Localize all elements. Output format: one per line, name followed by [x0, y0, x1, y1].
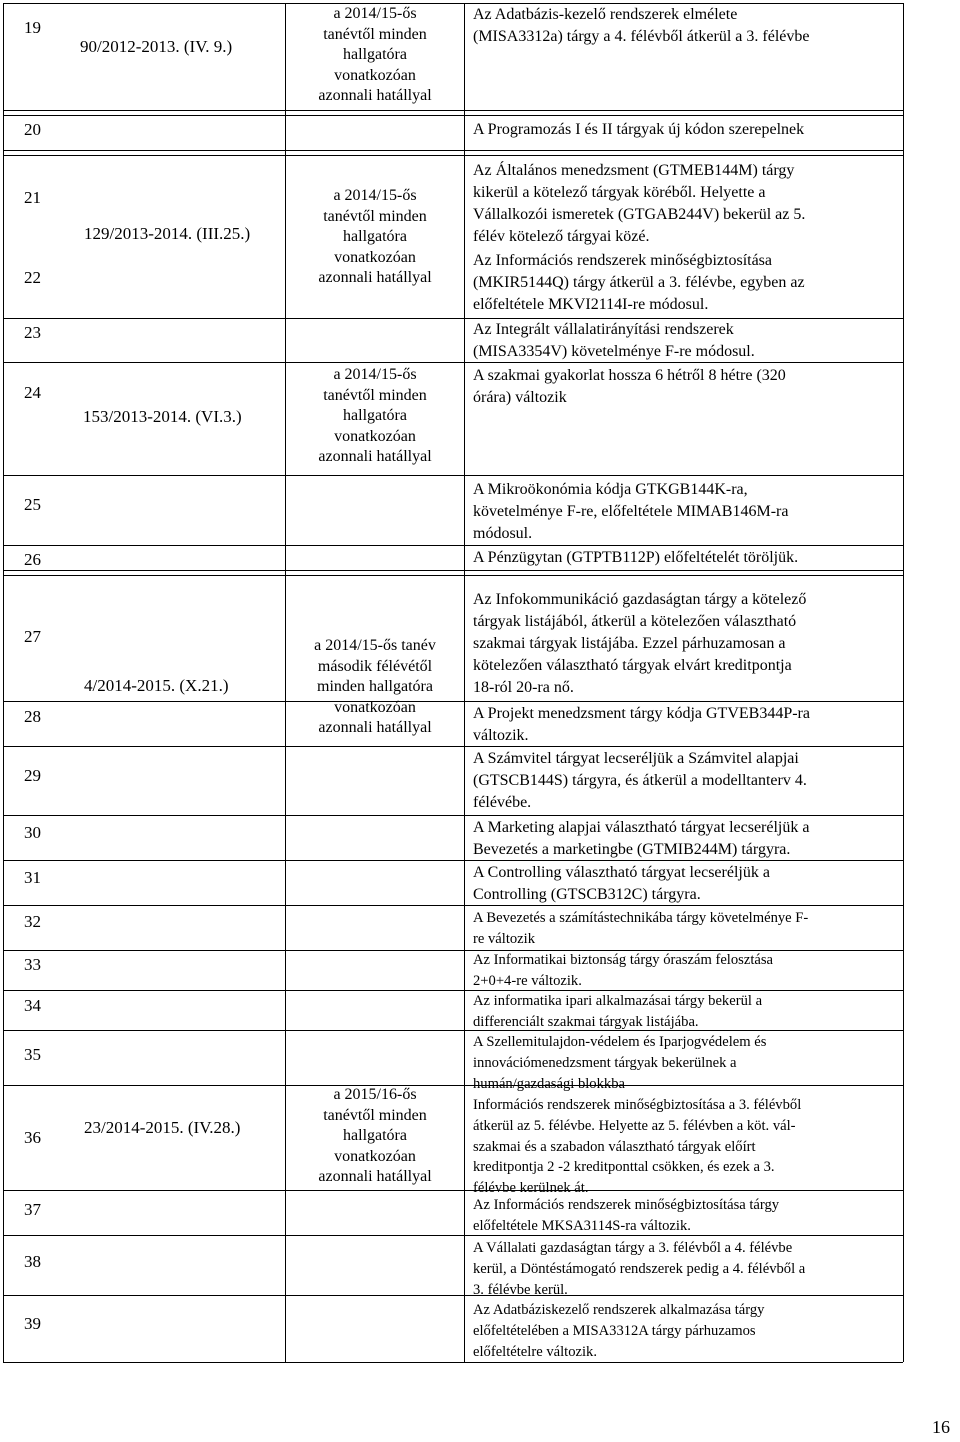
- change-description: A Controlling választható tárgyat lecseréljük a Controlling (GTSCB312C) tárgyra.: [473, 864, 770, 903]
- row-number: 31: [24, 868, 41, 887]
- row-number: 27: [24, 627, 41, 646]
- change-description: A Szellemitulajdon-védelem és Iparjogvédelem és innovációmenedzsment tárgyak bekerülnek a humán/gazdasági blokkba: [473, 1034, 767, 1092]
- row-number: 19: [24, 18, 41, 37]
- applicability-note: a 2015/16-ős tanévtől minden hallgatóra vonatkozóan azonnali hatállyal: [318, 1086, 432, 1185]
- change-description: Az Informatikai biztonság tárgy óraszám felosztása 2+0+4-re változik.: [473, 952, 774, 989]
- row-number: 39: [24, 1314, 41, 1333]
- change-description: A Pénzügytan (GTPTB112P) előfeltételét töröljük.: [473, 549, 799, 566]
- change-description: Az informatika ipari alkalmazásai tárgy bekerül a differenciált szakmai tárgyak listájába.: [473, 993, 763, 1030]
- change-description: Információs rendszerek minőségbiztosítása a 3. félévből átkerül az 5. félévbe. Helyette az 5. félévben a köt. vál- szakmai és a szabadon választható tárgyak előírt kreditpontja 2 -2 kreditponttal csökken, és ezek a 3. félévbe kerülnek át.: [473, 1097, 802, 1197]
- change-description: A Projekt menedzsment tárgy kódja GTVEB344P-ra változik.: [473, 705, 810, 744]
- change-description: Az Információs rendszerek minőségbiztosítása (MKIR5144Q) tárgy átkerül a 3. félévbe, egyben az előfeltétele MKVI2114I-re módosul.: [473, 252, 805, 313]
- applicability-note: a 2014/15-ős tanévtől minden hallgatóra vonatkozóan azonnali hatállyal: [318, 5, 432, 104]
- change-description: Az Adatbázis-kezelő rendszerek elmélete (MISA3312a) tárgy a 4. félévből átkerül a 3. félévbe: [473, 6, 810, 45]
- row-number: 38: [24, 1252, 41, 1271]
- row-number: 37: [24, 1200, 41, 1219]
- decision-date: 23/2014-2015. (IV.28.): [84, 1118, 241, 1137]
- change-description: A szakmai gyakorlat hossza 6 hétről 8 hétre (320 órára) változik: [473, 367, 786, 406]
- change-description: A Bevezetés a számítástechnikába tárgy követelménye F- re változik: [473, 910, 809, 947]
- row-number: 30: [24, 823, 41, 842]
- row-number: 21: [24, 188, 41, 207]
- decision-date: 129/2013-2014. (III.25.): [84, 224, 251, 243]
- decision-date: 4/2014-2015. (X.21.): [84, 676, 229, 695]
- row-number: 35: [24, 1045, 41, 1064]
- row-number: 36: [24, 1128, 41, 1147]
- row-number: 32: [24, 912, 41, 931]
- decision-date: 153/2013-2014. (VI.3.): [83, 407, 242, 426]
- row-number: 26: [24, 550, 41, 569]
- change-description: A Számvitel tárgyat lecseréljük a Számvitel alapjai (GTSCB144S) tárgyra, és átkerül a modelltanterv 4. félévébe.: [473, 750, 807, 811]
- change-description: A Vállalati gazdaságtan tárgy a 3. félévből a 4. félévbe kerül, a Döntéstámogató rendszerek pedig a 4. félévből a 3. félévbe kerül.: [473, 1240, 806, 1298]
- row-number: 28: [24, 707, 41, 726]
- change-description: Az Integrált vállalatirányítási rendszerek (MISA3354V) követelménye F-re módosul.: [473, 321, 755, 360]
- applicability-note: a 2014/15-ős tanév második félévétől minden hallgatóra vonatkozóan azonnali hatállyal: [314, 637, 436, 736]
- row-number: 20: [24, 120, 41, 139]
- change-description: Az Infokommunikáció gazdaságtan tárgy a kötelező tárgyak listájából, átkerül a kötelezően választható szakmai tárgyak listájába. Ezzel párhuzamosan a kötelezően választható tárgyak elvárt kreditpontja 18-ról 20-ra nő.: [473, 591, 807, 696]
- row-number: 23: [24, 323, 41, 342]
- row-number: 33: [24, 955, 41, 974]
- change-description: Az Általános menedzsment (GTMEB144M) tárgy kikerül a kötelező tárgyak köréből. Helyette a Vállalkozói ismeretek (GTGAB244V) bekerül az 5. félév kötelező tárgyai közé.: [473, 162, 806, 245]
- row-number: 29: [24, 766, 41, 785]
- applicability-note: a 2014/15-ős tanévtől minden hallgatóra vonatkozóan azonnali hatállyal: [318, 187, 432, 286]
- row-number: 25: [24, 495, 41, 514]
- change-description: Az Információs rendszerek minőségbiztosítása tárgy előfeltétele MKSA3114S-ra változik.: [473, 1197, 780, 1234]
- change-description: A Marketing alapjai választható tárgyat lecseréljük a Bevezetés a marketingbe (GTMIB244M) tárgyra.: [473, 819, 810, 858]
- row-number: 24: [24, 383, 41, 402]
- row-number: 22: [24, 268, 41, 287]
- change-description: Az Adatbáziskezelő rendszerek alkalmazása tárgy előfeltételében a MISA3312A tárgy párhuzamos előfeltételre változik.: [473, 1302, 765, 1360]
- applicability-note: a 2014/15-ős tanévtől minden hallgatóra vonatkozóan azonnali hatállyal: [318, 366, 432, 465]
- decision-date: 90/2012-2013. (IV. 9.): [80, 37, 233, 56]
- change-description: A Programozás I és II tárgyak új kódon szerepelnek: [473, 121, 805, 138]
- page-number: 16: [932, 1417, 950, 1437]
- row-number: 34: [24, 996, 41, 1015]
- change-description: A Mikroökonómia kódja GTKGB144K-ra, követelménye F-re, előfeltétele MIMAB146M-ra módosul.: [473, 481, 789, 542]
